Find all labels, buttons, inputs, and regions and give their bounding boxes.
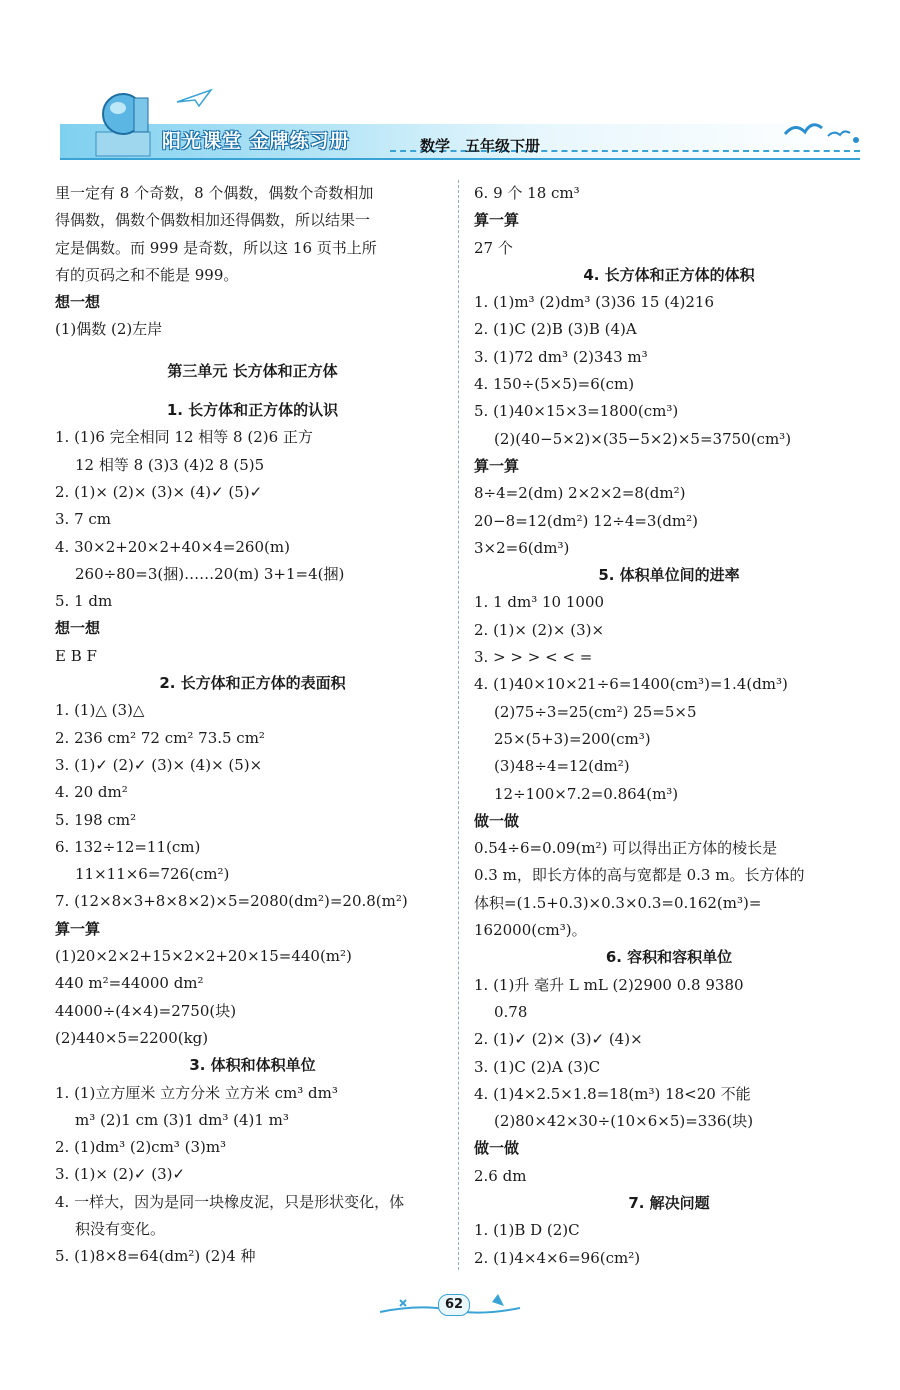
answer-line: (2)75÷3=25(cm²) 25=5×5: [494, 702, 697, 721]
answer-line: 3. (1)✓ (2)✓ (3)× (4)× (5)×: [55, 755, 263, 774]
answer-line: 162000(cm³)。: [474, 921, 587, 940]
answer-line: 44000÷(4×4)=2750(块): [55, 1001, 237, 1020]
page-header: [60, 88, 860, 163]
lesson-title: 6. 容积和容积单位: [605, 948, 733, 967]
lesson-title: 1. 长方体和正方体的认识: [166, 401, 339, 420]
answer-line: 4. 一样大，因为是同一块橡皮泥，只是形状变化，体: [55, 1192, 405, 1211]
answer-line: 1. (1)B D (2)C: [474, 1221, 580, 1240]
answer-line: 20−8=12(dm²) 12÷4=3(dm²): [474, 511, 699, 530]
grade-label: 五年级下册: [465, 137, 541, 155]
section-heading: 算一算: [474, 211, 520, 230]
answer-line: 7. (12×8×3+8×8×2)×5=2080(dm²)=20.8(m²): [55, 892, 408, 911]
answer-line: 5. 1 dm: [55, 592, 113, 611]
answer-line: 体积=(1.5+0.3)×0.3×0.3=0.162(m³)=: [474, 893, 762, 912]
paper-plane-icon: [175, 88, 215, 108]
header-underline: [60, 158, 860, 160]
header-dashed-line: [390, 150, 860, 152]
answer-line: 里一定有 8 个奇数，8 个偶数，偶数个奇数相加: [55, 184, 374, 202]
answer-line: 有的页码之和不能是 999。: [55, 265, 239, 284]
answer-line: E B F: [55, 646, 97, 665]
answer-line: 2. 236 cm² 72 cm² 73.5 cm²: [55, 728, 265, 747]
answer-line: 3. 7 cm: [55, 510, 112, 529]
answer-line: 0.3 m，即长方体的高与宽都是 0.3 m。长方体的: [474, 866, 805, 885]
answer-line: 4. (1)4×2.5×1.8=18(m³) 18<20 不能: [474, 1084, 751, 1103]
answer-line: 5. (1)40×15×3=1800(cm³): [474, 402, 679, 421]
answer-line: 440 m²=44000 dm²: [55, 974, 204, 993]
column-divider: [458, 180, 459, 1270]
answer-line: 2. (1)× (2)× (3)× (4)✓ (5)✓: [55, 482, 263, 501]
section-heading: 算一算: [55, 919, 101, 938]
lesson-title: 5. 体积单位间的进率: [598, 566, 740, 585]
birds-icon: [780, 114, 860, 144]
answer-line: 1. 1 dm³ 10 1000: [474, 593, 605, 612]
answer-line: 6. 132÷12=11(cm): [55, 837, 201, 856]
left-column: [55, 180, 450, 1271]
answer-line: 2. (1)4×4×6=96(cm²): [474, 1248, 641, 1267]
lesson-title: 7. 解决问题: [628, 1193, 710, 1212]
answer-line: 2. (1)✓ (2)× (3)✓ (4)×: [474, 1030, 643, 1049]
answer-line: (1)偶数 (2)左岸: [55, 320, 163, 339]
answer-line: 0.78: [494, 1002, 528, 1021]
answer-line: 0.54÷6=0.09(m²) 可以得出正方体的棱长是: [474, 839, 778, 858]
brand-title: 阳光课堂 金牌练习册: [162, 130, 350, 152]
answer-line: 5. (1)8×8=64(dm²) (2)4 种: [55, 1247, 256, 1266]
lesson-title: 3. 体积和体积单位: [189, 1056, 316, 1075]
answer-line: (2)440×5=2200(kg): [55, 1028, 209, 1047]
section-heading: 做一做: [474, 1139, 520, 1158]
answer-line: 8÷4=2(dm) 2×2×2=8(dm²): [474, 484, 686, 503]
answer-line: 3. (1)72 dm³ (2)343 m³: [474, 347, 648, 366]
right-column: [474, 180, 864, 1272]
answer-line: 1. (1)立方厘米 立方分米 立方米 cm³ dm³: [55, 1083, 338, 1102]
section-heading: 想一想: [55, 293, 101, 312]
lesson-title: 第三单元 长方体和正方体: [167, 361, 338, 380]
section-heading: 算一算: [474, 456, 520, 475]
answer-line: 12÷100×7.2=0.864(m³): [494, 784, 679, 803]
answer-line: 25×(5+3)=200(cm³): [494, 729, 651, 748]
answer-line: 定是偶数。而 999 是奇数，所以这 16 页书上所: [55, 238, 377, 257]
answer-line: 2.6 dm: [474, 1166, 527, 1185]
answer-line: 2. (1)dm³ (2)cm³ (3)m³: [55, 1138, 227, 1157]
answer-line: (2)(40−5×2)×(35−5×2)×5=3750(cm³): [494, 429, 792, 448]
answer-line: 12 相等 8 (3)3 (4)2 8 (5)5: [75, 455, 265, 474]
answer-line: 3. (1)× (2)✓ (3)✓: [55, 1165, 186, 1184]
answer-line: 4. (1)40×10×21÷6=1400(cm³)=1.4(dm³): [474, 675, 788, 694]
answer-line: 1. (1)6 完全相同 12 相等 8 (2)6 正方: [55, 428, 313, 447]
answer-line: 4. 20 dm²: [55, 783, 128, 802]
subject-label: 数学: [420, 137, 451, 155]
answer-line: (1)20×2×2+15×2×2+20×15=440(m²): [55, 947, 352, 966]
lesson-title: 2. 长方体和正方体的表面积: [159, 674, 346, 693]
answer-line: 11×11×6=726(cm²): [75, 865, 230, 884]
answer-line: m³ (2)1 cm (3)1 dm³ (4)1 m³: [75, 1110, 289, 1129]
answer-line: 27 个: [474, 238, 513, 257]
answer-line: 260÷80=3(捆)……20(m) 3+1=4(捆): [75, 564, 345, 583]
answer-line: 4. 150÷(5×5)=6(cm): [474, 375, 635, 394]
answer-line: 积没有变化。: [75, 1219, 166, 1238]
answer-line: 2. (1)C (2)B (3)B (4)A: [474, 320, 637, 339]
answer-line: 1. (1)△ (3)△: [55, 701, 145, 720]
answer-line: 1. (1)m³ (2)dm³ (3)36 15 (4)216: [474, 293, 715, 312]
section-heading: 做一做: [474, 811, 520, 830]
answer-line: 得偶数，偶数个偶数相加还得偶数，所以结果一: [55, 211, 371, 230]
answer-line: 1. (1)升 毫升 L mL (2)2900 0.8 9380: [474, 975, 744, 994]
answer-line: (3)48÷4=12(dm²): [494, 757, 630, 776]
answer-line: 3. (1)C (2)A (3)C: [474, 1057, 601, 1076]
globe-mascot-icon: [90, 88, 156, 158]
answer-line: 3×2=6(dm³): [474, 538, 570, 557]
answer-line: 3. > > > < < =: [474, 648, 593, 667]
section-heading: 想一想: [55, 619, 101, 638]
answer-line: 4. 30×2+20×2+40×4=260(m): [55, 537, 290, 556]
lesson-title: 4. 长方体和正方体的体积: [583, 265, 755, 284]
answer-line: (2)80×42×30÷(10×6×5)=336(块): [494, 1112, 754, 1131]
answer-line: 5. 198 cm²: [55, 810, 137, 829]
answer-line: 6. 9 个 18 cm³: [474, 184, 580, 202]
answer-line: 2. (1)× (2)× (3)×: [474, 620, 605, 639]
page-number: 62: [438, 1294, 470, 1316]
